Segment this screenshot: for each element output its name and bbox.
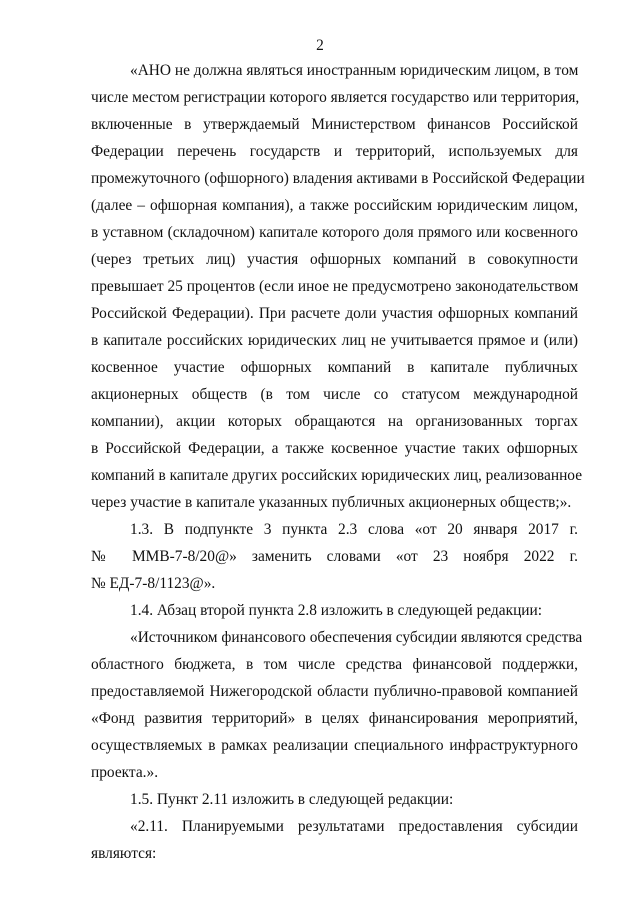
text-line: компаний в капитале других российских юридических лиц, реализованное bbox=[91, 467, 583, 484]
text-line: «Фонд развития территорий» в целях финансирования мероприятий, bbox=[91, 710, 578, 727]
text-line: в уставном (складочном) капитале которого доля прямого или косвенного bbox=[91, 224, 578, 241]
text-line: проекта.». bbox=[91, 764, 159, 781]
text-line: превышает 25 процентов (если иное не предусмотрено законодательством bbox=[91, 278, 579, 295]
text-line: 1.3. В подпункте 3 пункта 2.3 слова «от 20 января 2017 г. bbox=[130, 521, 578, 538]
text-line: Российской Федерации). При расчете доли участия офшорных компаний bbox=[91, 305, 578, 322]
text-line: числе местом регистрации которого является государство или территория, bbox=[91, 89, 580, 106]
text-line: компании), акции которых обращаются на организованных торгах bbox=[91, 413, 578, 430]
text-line: № ММВ-7-8/20@» заменить словами «от 23 ноября 2022 г. bbox=[91, 548, 578, 565]
text-line: 1.5. Пункт 2.11 изложить в следующей редакции: bbox=[130, 791, 454, 808]
text-line: в Российской Федерации, а также косвенное участие таких офшорных bbox=[91, 440, 578, 457]
text-line: промежуточного (офшорного) владения активами в Российской Федерации bbox=[91, 170, 585, 187]
text-line: осуществляемых в рамках реализации специального инфраструктурного bbox=[91, 737, 578, 754]
text-line: 1.4. Абзац второй пункта 2.8 изложить в следующей редакции: bbox=[130, 602, 543, 619]
text-line: (через третьих лиц) участия офшорных компаний в совокупности bbox=[91, 251, 578, 268]
text-line: в капитале российских юридических лиц не учитывается прямое и (или) bbox=[91, 332, 578, 349]
text-line: областного бюджета, в том числе средства финансовой поддержки, bbox=[91, 656, 578, 673]
text-line: акционерных обществ (в том числе со статусом международной bbox=[91, 386, 578, 403]
text-line: (далее – офшорная компания), а также российским юридическим лицом, bbox=[91, 197, 578, 214]
text-line: «Источником финансового обеспечения субсидии являются средства bbox=[130, 629, 583, 646]
page-number: 2 bbox=[316, 37, 324, 54]
text-line: включенные в утверждаемый Министерством финансов Российской bbox=[91, 116, 578, 133]
text-line: «2.11. Планируемыми результатами предоставления субсидии bbox=[130, 818, 578, 835]
text-line: косвенное участие офшорных компаний в капитале публичных bbox=[91, 359, 578, 376]
text-line: предоставляемой Нижегородской области публично-правовой компанией bbox=[91, 683, 578, 700]
text-line: Федерации перечень государств и территорий, используемых для bbox=[91, 143, 578, 160]
text-line: «АНО не должна являться иностранным юридическим лицом, в том bbox=[130, 62, 579, 79]
text-line: № ЕД-7-8/1123@». bbox=[91, 575, 216, 592]
text-line: являются: bbox=[91, 845, 157, 862]
text-line: через участие в капитале указанных публичных акционерных обществ;». bbox=[91, 494, 572, 511]
